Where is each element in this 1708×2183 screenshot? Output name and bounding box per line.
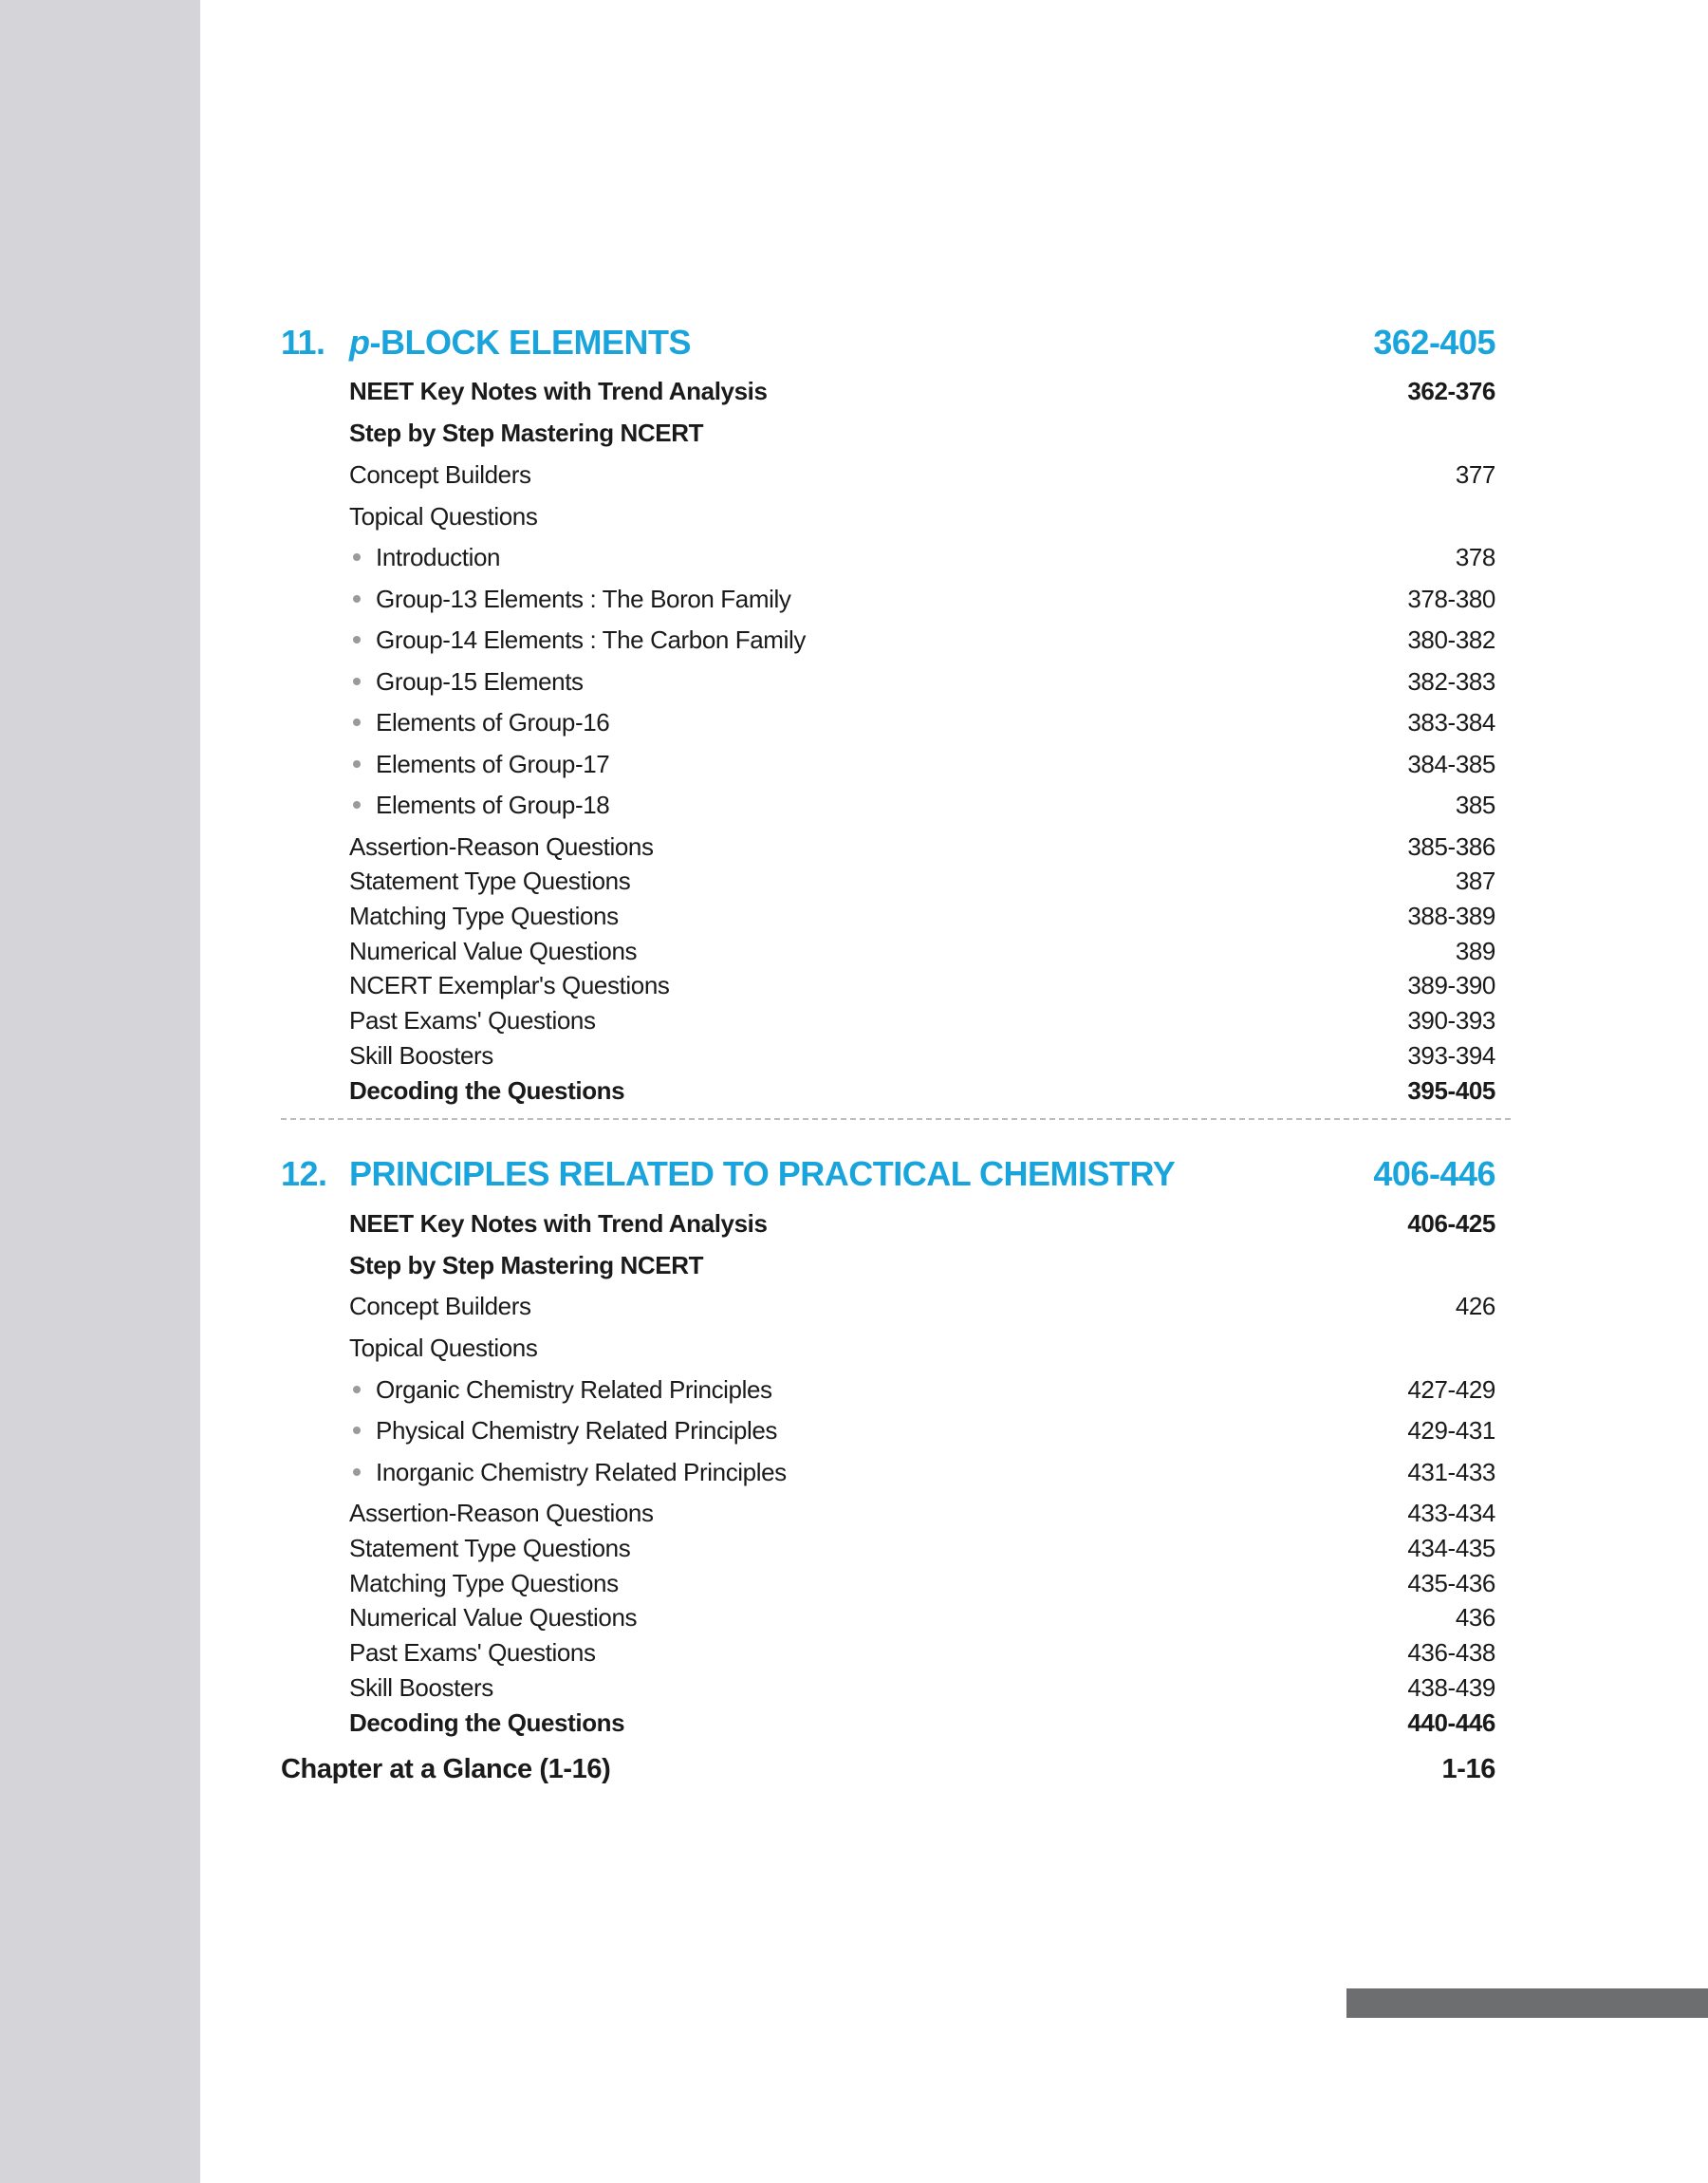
toc-row-label: NCERT Exemplar's Questions	[349, 970, 670, 999]
toc-row[interactable]	[349, 1706, 1495, 1740]
chapter-12-title-text: PRINCIPLES RELATED TO PRACTICAL CHEMISTRY	[349, 1154, 1176, 1193]
toc-row[interactable]	[349, 934, 1495, 968]
toc-row-pages: 389	[1455, 936, 1495, 965]
toc-row[interactable]	[349, 499, 1495, 533]
toc-row[interactable]	[349, 1600, 1495, 1634]
toc-row-pages: 393-394	[1407, 1040, 1495, 1070]
toc-row-label: Assertion-Reason Questions	[349, 831, 654, 861]
bullet-icon	[353, 1386, 361, 1393]
toc-row-label: Statement Type Questions	[349, 1533, 631, 1562]
toc-row-pages: 395-405	[1407, 1075, 1495, 1105]
chapter-11-title-italic: p	[349, 323, 370, 362]
toc-row-pages: 389-390	[1407, 970, 1495, 999]
chapter-11-title	[281, 323, 691, 363]
toc-row-label: Statement Type Questions	[349, 866, 631, 895]
toc-row-pages: 383-384	[1407, 707, 1495, 737]
toc-row-label: NEET Key Notes with Trend Analysis	[349, 376, 768, 405]
toc-row-pages: 378-380	[1407, 584, 1495, 613]
toc-row-pages: 431-433	[1407, 1457, 1495, 1486]
glance-label: Chapter at a Glance (1-16)	[281, 1753, 611, 1784]
toc-row-pages: 362-376	[1407, 376, 1495, 405]
toc-row-pages: 440-446	[1407, 1707, 1495, 1737]
toc-row[interactable]	[349, 1372, 1495, 1407]
toc-row-pages: 387	[1455, 866, 1495, 895]
toc-row[interactable]	[349, 1496, 1495, 1530]
chapter-12-heading[interactable]	[281, 1150, 1495, 1198]
toc-row-label: Assertion-Reason Questions	[349, 1498, 654, 1527]
toc-row[interactable]	[349, 1455, 1495, 1489]
chapter-11-heading[interactable]	[281, 319, 1495, 366]
toc-row-label: Elements of Group-18	[376, 790, 610, 819]
toc-row-label: Topical Questions	[349, 501, 538, 531]
bullet-icon	[353, 678, 361, 685]
bullet-icon	[353, 595, 361, 603]
page-footer-bar	[1346, 1988, 1708, 2018]
toc-row[interactable]	[349, 705, 1495, 739]
toc-row[interactable]	[349, 374, 1495, 408]
toc-row[interactable]	[349, 968, 1495, 1002]
toc-row-label: Step by Step Mastering NCERT	[349, 418, 704, 447]
toc-row-pages: 385	[1455, 790, 1495, 819]
toc-row-pages: 382-383	[1407, 666, 1495, 696]
bullet-icon	[353, 801, 361, 809]
toc-row-pages: 426	[1455, 1291, 1495, 1320]
toc-row-pages: 385-386	[1407, 831, 1495, 861]
toc-row[interactable]	[349, 1531, 1495, 1565]
bullet-icon	[353, 760, 361, 768]
toc-row[interactable]	[349, 1206, 1495, 1241]
toc-row[interactable]	[349, 623, 1495, 657]
toc-row[interactable]	[349, 1003, 1495, 1037]
toc-row-pages: 390-393	[1407, 1005, 1495, 1035]
toc-row-label: Introduction	[376, 542, 501, 571]
glance-pages: 1-16	[1441, 1753, 1495, 1784]
toc-row-label: Group-15 Elements	[376, 666, 584, 696]
toc-row-pages: 406-425	[1407, 1208, 1495, 1238]
toc-row-label: Decoding the Questions	[349, 1075, 625, 1105]
toc-row-label: Group-14 Elements : The Carbon Family	[376, 625, 806, 654]
bullet-icon	[353, 1468, 361, 1476]
toc-row-label: Elements of Group-16	[376, 707, 610, 737]
chapter-12-title	[281, 1154, 1175, 1194]
toc-row[interactable]	[349, 899, 1495, 933]
toc-row[interactable]	[349, 864, 1495, 898]
toc-row-label: Elements of Group-17	[376, 749, 610, 778]
toc-row-label: Matching Type Questions	[349, 901, 619, 930]
toc-row-label: Past Exams' Questions	[349, 1005, 596, 1035]
toc-row-label: Organic Chemistry Related Principles	[376, 1374, 772, 1404]
toc-row-label: Matching Type Questions	[349, 1568, 619, 1597]
bullet-icon	[353, 1427, 361, 1434]
chapter-divider	[281, 1118, 1511, 1120]
toc-row[interactable]	[349, 457, 1495, 492]
toc-row[interactable]	[349, 1566, 1495, 1600]
toc-row-pages: 378	[1455, 542, 1495, 571]
toc-row[interactable]	[349, 830, 1495, 864]
toc-row-pages: 434-435	[1407, 1533, 1495, 1562]
toc-row-label: Group-13 Elements : The Boron Family	[376, 584, 791, 613]
toc-row[interactable]	[349, 1331, 1495, 1365]
toc-row-pages: 436-438	[1407, 1637, 1495, 1667]
toc-row-label: Topical Questions	[349, 1333, 538, 1362]
toc-row[interactable]	[349, 1248, 1495, 1282]
toc-row-pages: 388-389	[1407, 901, 1495, 930]
toc-row-pages: 377	[1455, 459, 1495, 489]
chapter-11-number: 11.	[281, 323, 325, 362]
left-margin-strip	[0, 0, 200, 2183]
chapter-12-number: 12.	[281, 1154, 327, 1193]
toc-row[interactable]	[349, 1038, 1495, 1073]
chapter-at-a-glance-row[interactable]	[281, 1750, 1495, 1788]
chapter-11-title-rest: -BLOCK ELEMENTS	[369, 323, 691, 362]
toc-row-label: Numerical Value Questions	[349, 1602, 638, 1632]
toc-row[interactable]	[349, 1635, 1495, 1670]
toc-row-pages: 380-382	[1407, 625, 1495, 654]
toc-row-pages: 433-434	[1407, 1498, 1495, 1527]
toc-row-label: Concept Builders	[349, 1291, 531, 1320]
toc-row-label: Concept Builders	[349, 459, 531, 489]
toc-row-label: Skill Boosters	[349, 1672, 493, 1702]
toc-row-pages: 438-439	[1407, 1672, 1495, 1702]
toc-row-label: Numerical Value Questions	[349, 936, 638, 965]
chapter-12-pages: 406-446	[1373, 1154, 1495, 1193]
toc-row-pages: 384-385	[1407, 749, 1495, 778]
toc-row-pages: 427-429	[1407, 1374, 1495, 1404]
toc-row[interactable]	[349, 1289, 1495, 1323]
toc-row-pages: 435-436	[1407, 1568, 1495, 1597]
toc-row[interactable]	[349, 747, 1495, 781]
toc-row[interactable]	[349, 540, 1495, 574]
bullet-icon	[353, 636, 361, 644]
toc-row-label: NEET Key Notes with Trend Analysis	[349, 1208, 768, 1238]
chapter-11-pages: 362-405	[1373, 323, 1495, 362]
toc-row[interactable]	[349, 788, 1495, 822]
toc-row[interactable]	[349, 664, 1495, 699]
toc-row-pages: 429-431	[1407, 1415, 1495, 1445]
toc-row-label: Inorganic Chemistry Related Principles	[376, 1457, 787, 1486]
toc-row[interactable]	[349, 582, 1495, 616]
toc-row-pages: 436	[1455, 1602, 1495, 1632]
toc-row-label: Skill Boosters	[349, 1040, 493, 1070]
toc-row[interactable]	[349, 1413, 1495, 1447]
toc-row[interactable]	[349, 1670, 1495, 1705]
toc-row-label: Past Exams' Questions	[349, 1637, 596, 1667]
toc-row[interactable]	[349, 1073, 1495, 1108]
bullet-icon	[353, 718, 361, 726]
toc-row-label: Step by Step Mastering NCERT	[349, 1250, 704, 1279]
bullet-icon	[353, 553, 361, 561]
toc-row-label: Physical Chemistry Related Principles	[376, 1415, 778, 1445]
toc-row[interactable]	[349, 416, 1495, 450]
toc-row-label: Decoding the Questions	[349, 1707, 625, 1737]
